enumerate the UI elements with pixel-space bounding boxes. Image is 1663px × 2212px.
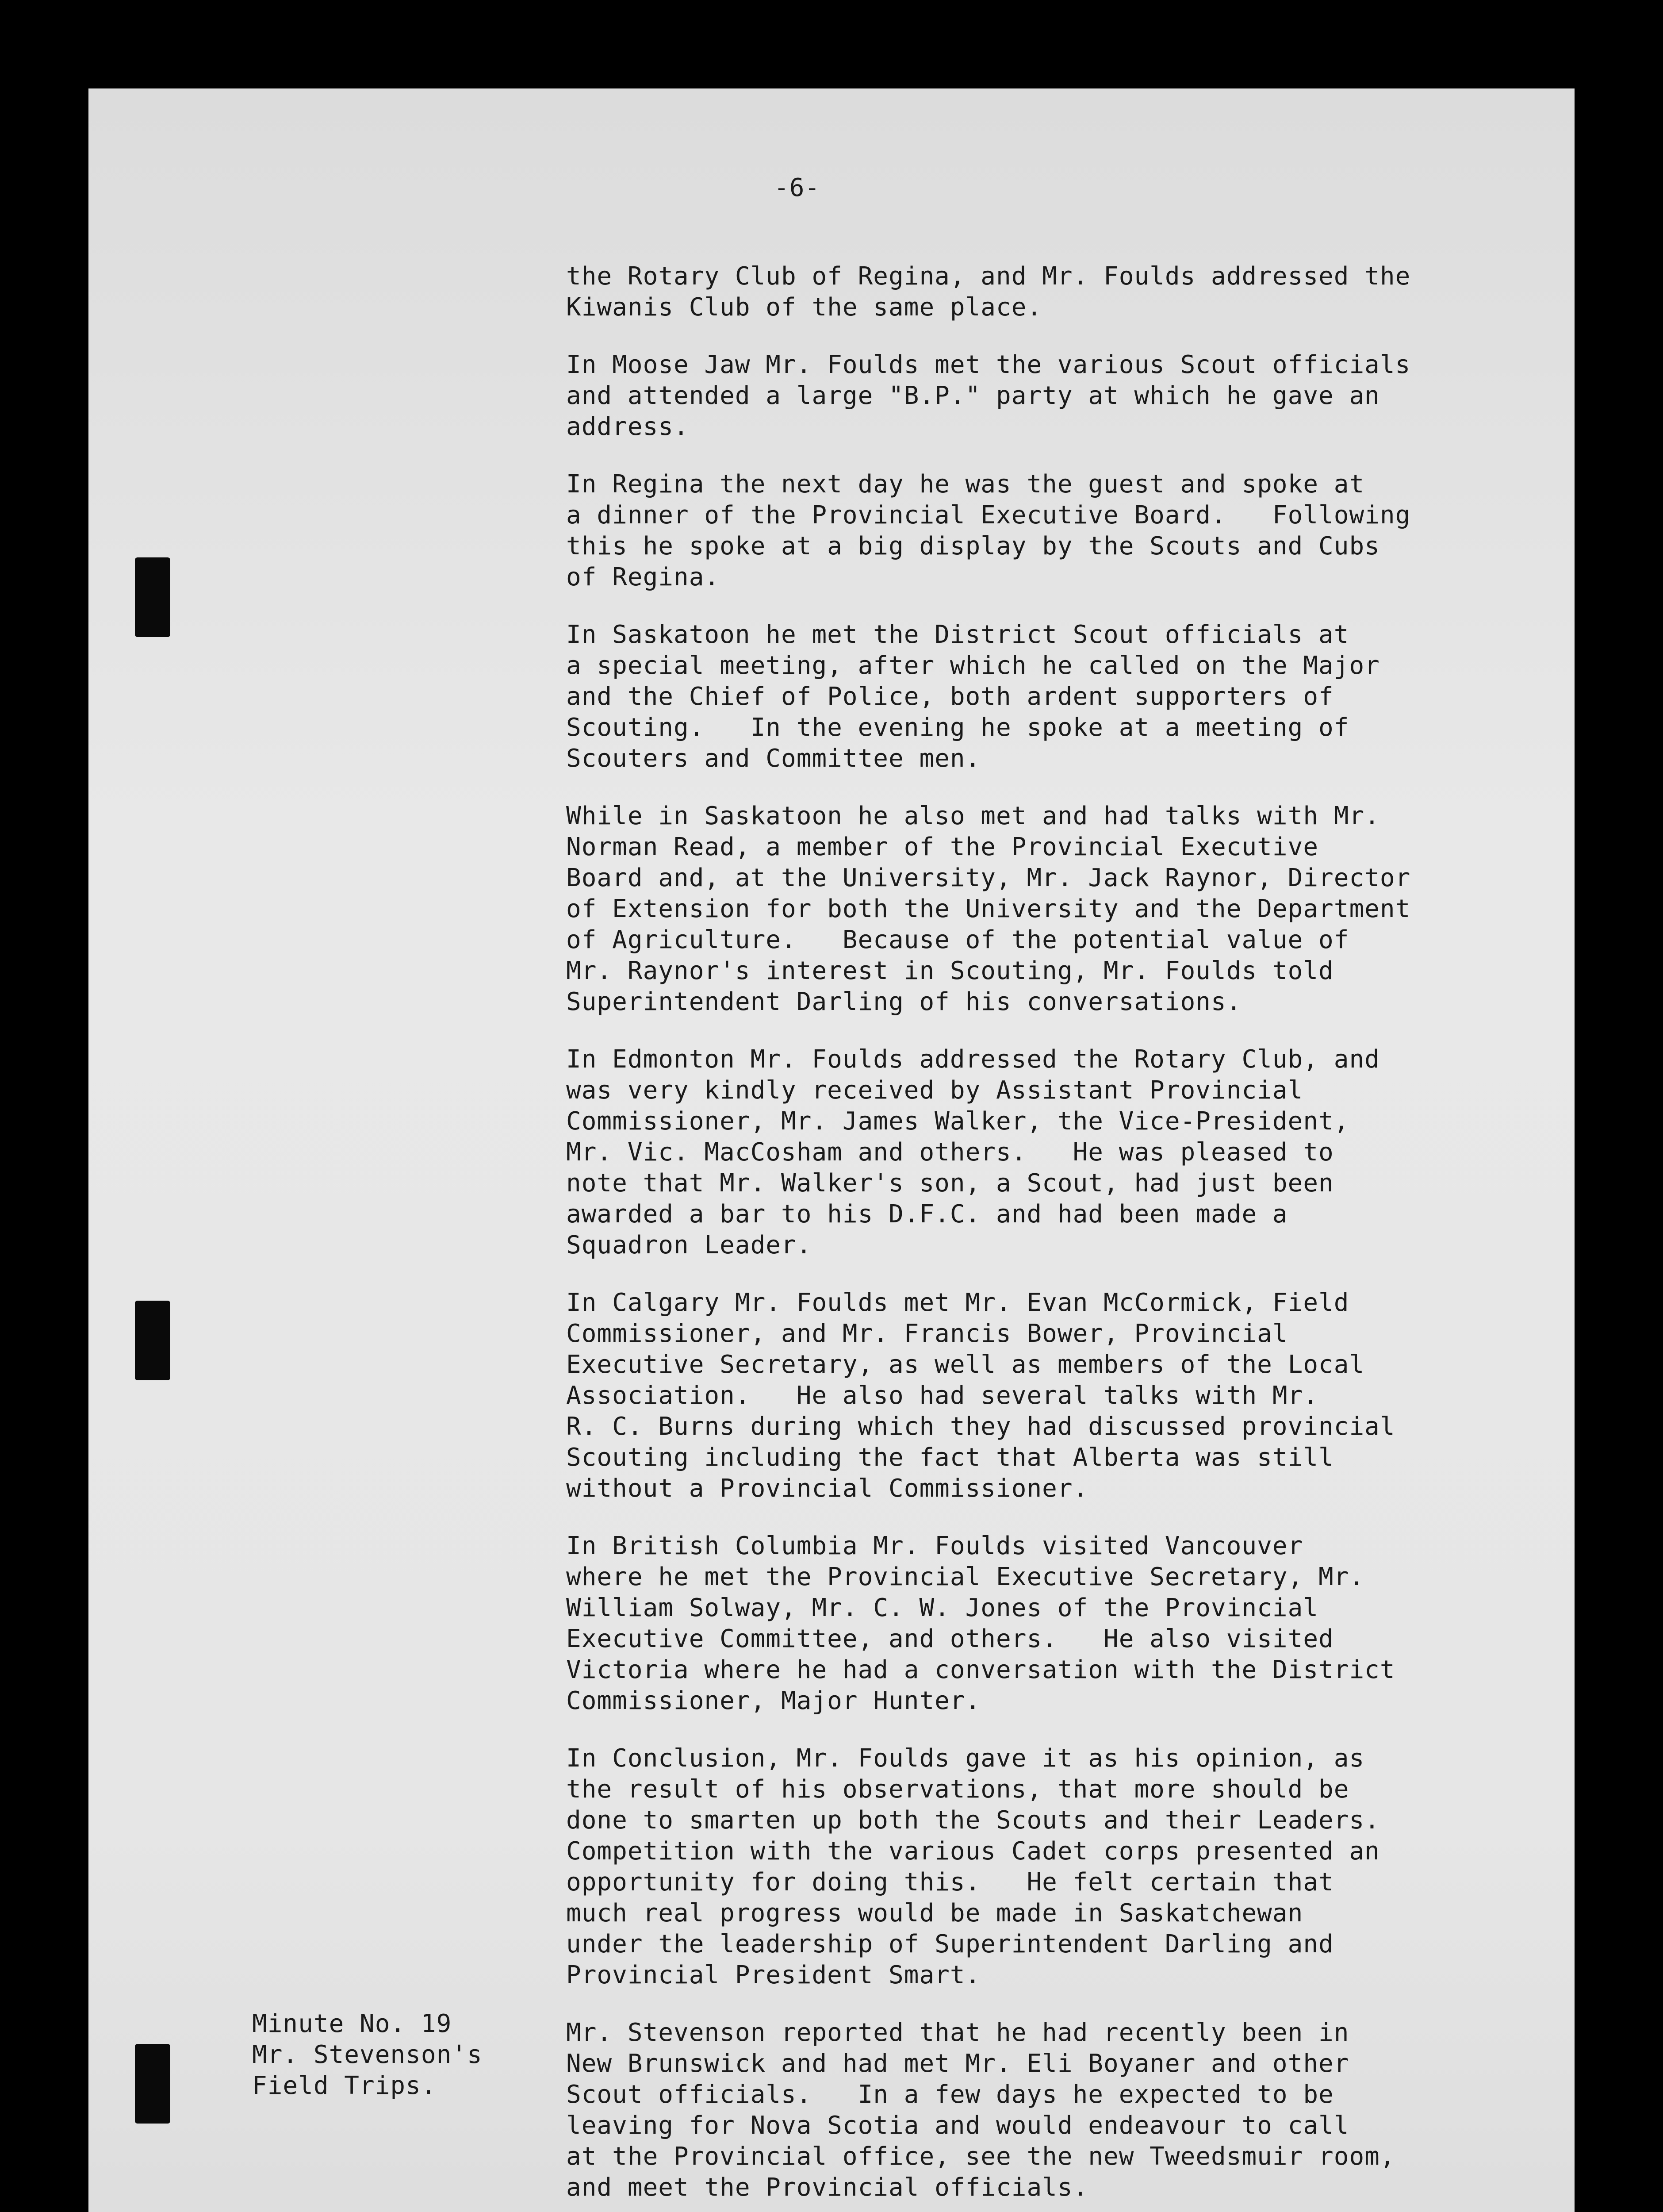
document-page [88,88,1575,2212]
paragraph-conclusion: In Conclusion, Mr. Foulds gave it as his opinion, as the result of his observations, that more should be done to smarten up both the Scouts and their Leaders. Competition with the various Cadet corps presented an opportunity for doing this. He felt certain that much real progress would be made in Saskatchewan under the leadership of Superintendent Darling and Provincial President Smart. [566,1744,1380,1989]
binder-punch-hole [135,2044,170,2124]
paragraph-british-columbia: In British Columbia Mr. Foulds visited Vancouver where he met the Provincial Executive Secretary, Mr. William Solway, Mr. C. W. Jones of the Provincial Executive Committee, and others. He also visited Victoria where he had a conversation with the District Commissioner, Major Hunter. [566,1532,1395,1715]
paragraph-saskatoon-talks: While in Saskatoon he also met and had talks with Mr. Norman Read, a member of the Provincial Executive Board and, at the University, Mr. Jack Raynor, Director of Extension for both the University and the Department of Agriculture. Because of the potential value of Mr. Raynor's interest in Scouting, Mr. Foulds told Superintendent Darling of his conversations. [566,802,1411,1016]
minute-margin-label: Minute No. 19 Mr. Stevenson's Field Trips. [252,2009,483,2100]
paragraph-edmonton: In Edmonton Mr. Foulds addressed the Rotary Club, and was very kindly received by Assistant Provincial Commissioner, Mr. James Walker, the Vice-President, Mr. Vic. MacCosham and others. He was pleased to note that Mr. Walker's son, a Scout, had just been awarded a bar to his D.F.C. and had been made a Squadron Leader. [566,1045,1380,1260]
paragraph-stevenson-trips: Mr. Stevenson reported that he had recently been in New Brunswick and had met Mr. Eli Boyaner and other Scout officials. In a few days he expected to be leaving for Nova Scotia and would endeavour to call at the Provincial office, see the new Tweedsmuir room, and meet the Provincial officials. [566,2018,1395,2202]
paragraph-regina-dinner: In Regina the next day he was the guest and spoke at a dinner of the Provincial Executive Board. Following this he spoke at a big display by the Scouts and Cubs of Regina. [566,470,1411,591]
binder-punch-hole [135,557,170,637]
paragraph-moose-jaw: In Moose Jaw Mr. Foulds met the various Scout officials and attended a large "B.P." party at which he gave an address. [566,350,1411,441]
paragraph-saskatoon-meeting: In Saskatoon he met the District Scout officials at a special meeting, after which he called on the Major and the Chief of Police, both ardent supporters of Scouting. In the evening he spoke at a meeting of Scouters and Committee men. [566,620,1380,773]
binder-punch-hole [135,1301,170,1380]
document-body [566,261,1557,2212]
paragraph-calgary: In Calgary Mr. Foulds met Mr. Evan McCormick, Field Commissioner, and Mr. Francis Bower, Provincial Executive Secretary, as well as members of the Local Association. He also had several talks with Mr. R. C. Burns during which they had discussed provincial Scouting including the fact that Alberta was still without a Provincial Commissioner. [566,1288,1395,1503]
page-number: -6- [774,173,820,202]
paragraph-regina-clubs: the Rotary Club of Regina, and Mr. Foulds addressed the Kiwanis Club of the same place. [566,262,1411,322]
